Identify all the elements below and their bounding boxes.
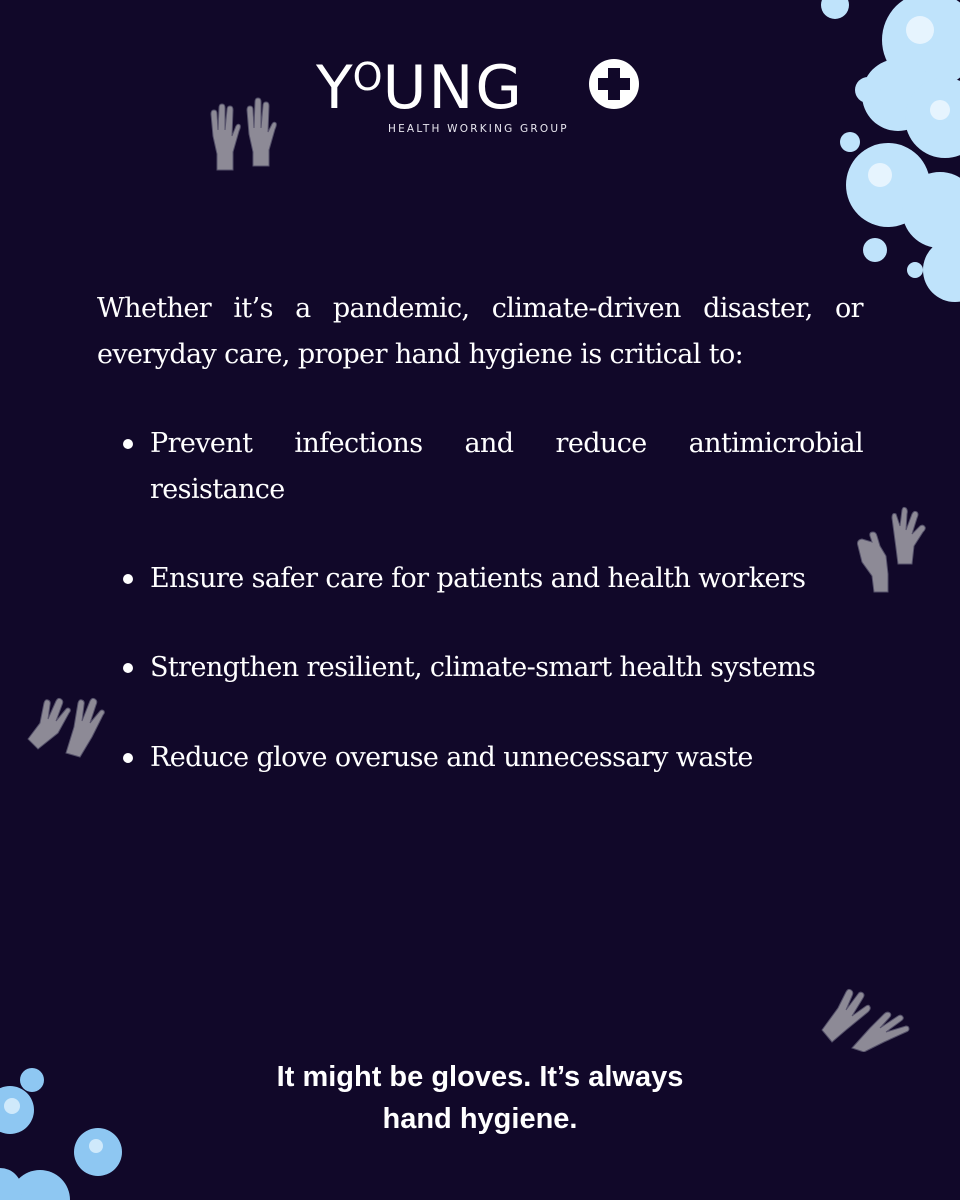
list-item: Ensure safer care for patients and health workers	[150, 556, 863, 602]
list-item: Prevent infections and reduce antimicrobial resistance	[150, 421, 863, 513]
list-item: Reduce glove overuse and unnecessary waste	[150, 735, 863, 781]
gloves-icon	[24, 693, 106, 759]
gloves-icon	[852, 506, 928, 596]
soap-bubbles-icon	[0, 1060, 140, 1200]
list-item: Strengthen resilient, climate-smart health systems	[150, 645, 863, 691]
medical-cross-icon	[588, 58, 640, 110]
gloves-icon	[205, 96, 277, 172]
gloves-icon	[820, 986, 910, 1052]
intro-paragraph: Whether it’s a pandemic, climate-driven disaster, or everyday care, proper hand hygiene is critical to:	[97, 293, 863, 370]
logo-wordmark: $Y^OUNG$	[316, 53, 524, 123]
youngo-logo	[316, 48, 646, 144]
logo-subtitle: HEALTH WORKING GROUP	[388, 123, 569, 135]
tagline	[180, 1056, 780, 1140]
tagline-line-2: hand hygiene.	[382, 1103, 578, 1135]
soap-bubbles-icon	[780, 0, 960, 310]
tagline-line-1: It might be gloves. It’s always	[276, 1061, 684, 1093]
